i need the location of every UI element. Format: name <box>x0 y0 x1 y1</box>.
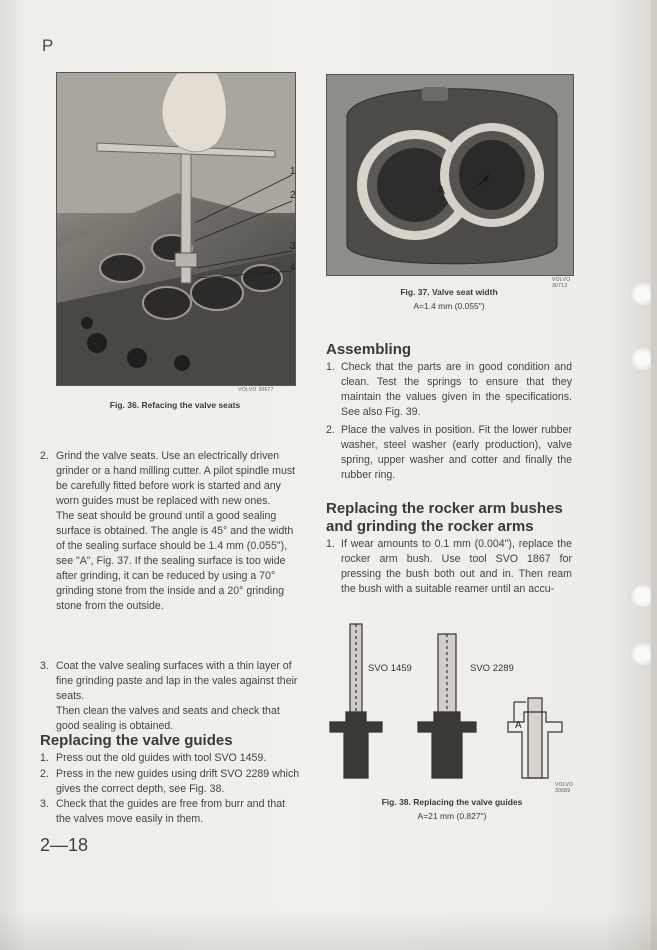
page-tab-mark <box>629 585 651 607</box>
item-text: Place the valves in position. Fit the lower rubber washer, steel washer (early production), valve spring, upper washer and cotter and finally the rubber ring. <box>341 424 572 481</box>
item-text: Check that the parts are in good condition and clean. Test the springs to ensure that they maintain the values given in the specifications. See also Fig. 39. <box>341 361 572 418</box>
callout-1: 1 <box>290 166 296 177</box>
assembling-item-2 <box>326 423 572 483</box>
callout-3: 3 <box>290 241 296 252</box>
item-number: 1. <box>326 538 335 550</box>
item-number: 3. <box>40 798 49 810</box>
item-text: Coat the valve sealing surfaces with a thin layer of fine grinding paste and lap in the vales against their seats. <box>56 660 298 702</box>
guides-heading: Replacing the valve guides <box>40 732 233 749</box>
assembling-item-1 <box>326 360 572 420</box>
guides-item-1 <box>40 751 302 766</box>
assembling-heading: Assembling <box>326 341 412 358</box>
page-tab-mark <box>629 283 651 305</box>
callout-2: 2 <box>290 190 296 201</box>
grind-item-2 <box>40 449 302 614</box>
fig37-photo <box>326 74 574 276</box>
fig37-subcaption: A=1.4 mm (0.055") <box>413 301 485 311</box>
item-text: Press out the old guides with tool SVO 1459. <box>56 752 267 764</box>
item-text: Press in the new guides using drift SVO 2289 which gives the correct depth, see Fig. 38. <box>56 768 300 795</box>
item-text: The seat should be ground until a good sealing surface is obtained. The angle is 45° and the width of the sealing surface should be 1.4 mm (0.055"), see "A", Fig. 37. If the sealing surface is too wide after grinding, it can be reduced by using a 70° grinding stone from the inside and a 20° grinding stone from the outside. <box>56 510 294 612</box>
fig38-drawing <box>328 620 576 790</box>
item-text: Check that the guides are free from burr and that the valves move easily in them. <box>56 798 286 825</box>
item-text: If wear amounts to 0.1 mm (0.004"), replace the rocker arm bush. Use tool SVO 1867 for pressing the bush both out and in. Then ream the bush with a suitable reamer until an accu- <box>341 538 572 595</box>
item-number: 2. <box>326 424 335 436</box>
item-number: 2. <box>40 768 49 780</box>
item-text: Then clean the valves and seats and check that good sealing is obtained. <box>56 705 280 732</box>
item-number: 1. <box>326 361 335 373</box>
fig36-caption: Fig. 36. Refacing the valve seats <box>109 400 241 410</box>
tool-label-svo2289: SVO 2289 <box>470 663 514 674</box>
page-tab-mark <box>629 348 651 370</box>
item-number: 3. <box>40 660 49 672</box>
item-number: 1. <box>40 752 49 764</box>
page-tab-mark <box>629 643 651 665</box>
item-number: 2. <box>40 450 49 462</box>
volvo-logo-36: VOLVO 30677 <box>238 387 274 393</box>
fig37-caption: Fig. 37. Valve seat width <box>400 287 498 297</box>
section-letter: P <box>42 36 54 55</box>
volvo-logo-37: VOLVO 30713 <box>552 277 571 289</box>
fig36-photo <box>56 72 296 386</box>
fig38-caption: Fig. 38. Replacing the valve guides <box>381 797 523 807</box>
guides-item-2 <box>40 767 302 797</box>
rocker-item-1 <box>326 537 572 597</box>
volvo-logo-38: VOLVO 30689 <box>555 782 574 794</box>
guides-item-3 <box>40 797 302 827</box>
coat-item-3 <box>40 659 302 734</box>
page-edge <box>651 0 657 950</box>
page-shadow <box>0 910 657 950</box>
page-number: 2—18 <box>40 835 89 855</box>
callout-4: 4 <box>290 262 296 273</box>
item-text: Grind the valve seats. Use an electrically driven grinder or a hand milling cutter. A pilot spindle must be carefully fitted before work is started and any worn guides must be replaced with new ones. <box>56 450 296 507</box>
callout-a-38: A <box>515 720 522 731</box>
tool-label-svo1459: SVO 1459 <box>368 663 412 674</box>
fig38-subcaption: A=21 mm (0.827") <box>417 811 487 821</box>
rocker-heading: Replacing the rocker arm bushes and grinding the rocker arms <box>326 500 563 535</box>
callout-a-37: A <box>437 183 446 197</box>
